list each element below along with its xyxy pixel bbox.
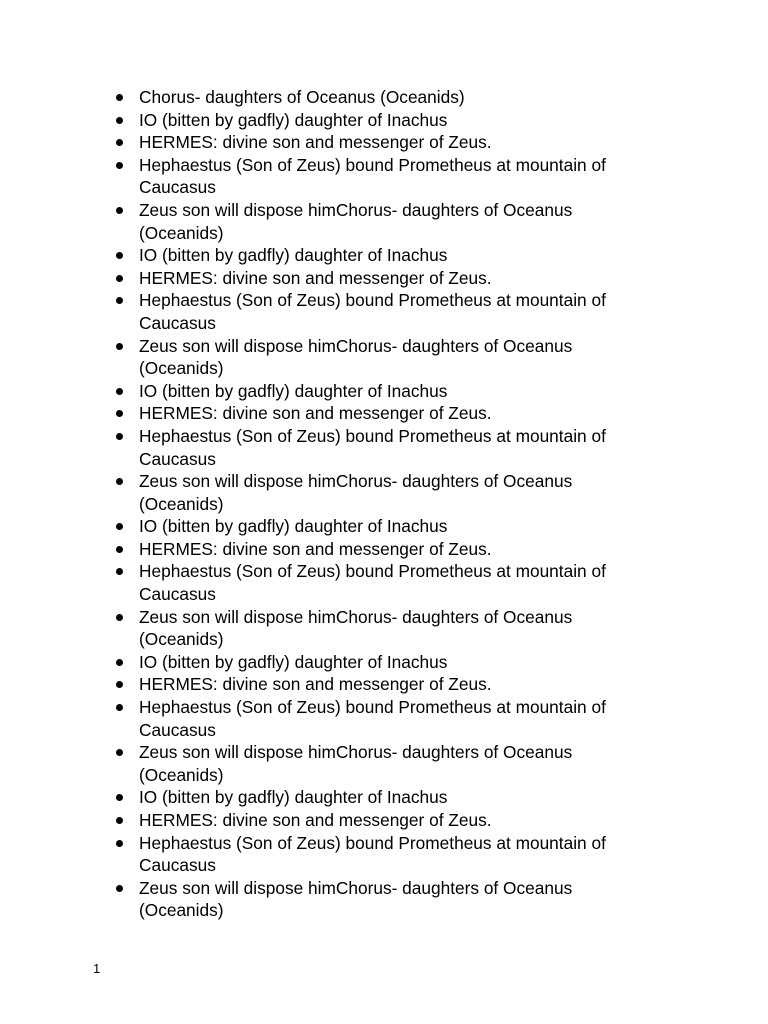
bullet-icon bbox=[116, 410, 123, 417]
bullet-icon bbox=[116, 840, 123, 847]
list-item-text: Hephaestus (Son of Zeus) bound Prometheus at mountain of Caucasus bbox=[139, 154, 606, 198]
list-item-text: Chorus- daughters of Oceanus (Oceanids) bbox=[139, 87, 465, 107]
list-item bbox=[116, 560, 646, 605]
bullet-icon bbox=[116, 162, 123, 169]
bullet-icon bbox=[116, 817, 123, 824]
list-item-text: Hephaestus (Son of Zeus) bound Prometheus at mountain of Caucasus bbox=[139, 561, 606, 605]
list-item-text: HERMES: divine son and messenger of Zeus. bbox=[139, 132, 492, 153]
list-item bbox=[116, 696, 646, 741]
list-item-text: IO (bitten by gadfly) daughter of Inachus bbox=[139, 109, 448, 130]
bullet-icon bbox=[116, 139, 123, 146]
bullet-icon bbox=[116, 297, 123, 304]
list-item bbox=[116, 786, 646, 809]
list-item bbox=[116, 538, 646, 561]
list-item-text: Hephaestus (Son of Zeus) bound Prometheus at mountain of Caucasus bbox=[139, 425, 606, 469]
list-item-text: HERMES: divine son and messenger of Zeus. bbox=[139, 267, 492, 288]
list-item bbox=[116, 131, 646, 154]
list-item-text: Hephaestus (Son of Zeus) bound Prometheus at mountain of Caucasus bbox=[139, 290, 606, 333]
list-item-text: HERMES: divine son and messenger of Zeus. bbox=[139, 403, 492, 424]
list-item bbox=[116, 154, 646, 199]
list-item bbox=[116, 425, 646, 470]
list-item-text: HERMES: divine son and messenger of Zeus. bbox=[139, 674, 492, 695]
list-item-text: IO (bitten by gadfly) daughter of Inachus bbox=[139, 516, 448, 537]
list-item bbox=[116, 470, 646, 515]
list-item bbox=[116, 741, 646, 786]
list-item-text: Zeus son will dispose himChorus- daughters of Oceanus (Oceanids) bbox=[139, 877, 573, 921]
list-item bbox=[116, 267, 646, 290]
list-item bbox=[116, 335, 646, 380]
list-item bbox=[116, 199, 646, 244]
bullet-icon bbox=[116, 546, 123, 553]
list-item bbox=[116, 86, 646, 109]
bullet-icon bbox=[116, 252, 123, 259]
list-item-text: Zeus son will dispose himChorus- daughters of Oceanus (Oceanids) bbox=[139, 335, 573, 379]
list-item-text: IO (bitten by gadfly) daughter of Inachus bbox=[139, 787, 448, 808]
list-item bbox=[116, 832, 646, 877]
bullet-icon bbox=[116, 207, 123, 214]
list-item bbox=[116, 244, 646, 267]
bullet-icon bbox=[116, 433, 123, 440]
list-item bbox=[116, 809, 646, 832]
list-item bbox=[116, 877, 646, 922]
bullet-icon bbox=[116, 659, 123, 666]
list-item-text: HERMES: divine son and messenger of Zeus. bbox=[139, 538, 492, 559]
bullet-icon bbox=[116, 885, 123, 892]
list-item bbox=[116, 673, 646, 696]
list-item bbox=[116, 402, 646, 425]
list-item-text: Zeus son will dispose himChorus- daughters of Oceanus (Oceanids) bbox=[139, 606, 573, 650]
list-item bbox=[116, 380, 646, 403]
bullet-icon bbox=[116, 704, 123, 711]
list-item-text: Hephaestus (Son of Zeus) bound Prometheus at mountain of Caucasus bbox=[139, 832, 606, 876]
bullet-icon bbox=[116, 749, 123, 756]
list-item-text: Zeus son will dispose himChorus- daughters of Oceanus (Oceanids) bbox=[139, 742, 573, 785]
list-item bbox=[116, 515, 646, 538]
bullet-icon bbox=[116, 568, 123, 575]
list-item-text: IO (bitten by gadfly) daughter of Inachus bbox=[139, 651, 448, 672]
bullet-icon bbox=[116, 794, 123, 801]
list-item-text: Zeus son will dispose himChorus- daughters of Oceanus (Oceanids) bbox=[139, 471, 573, 514]
list-item-text: HERMES: divine son and messenger of Zeus. bbox=[139, 810, 492, 830]
list-item bbox=[116, 289, 646, 334]
bullet-icon bbox=[116, 523, 123, 530]
bullet-icon bbox=[116, 94, 123, 101]
list-item bbox=[116, 109, 646, 132]
bullet-icon bbox=[116, 343, 123, 350]
bullet-icon bbox=[116, 117, 123, 124]
list-item-text: Zeus son will dispose himChorus- daughters of Oceanus (Oceanids) bbox=[139, 199, 573, 243]
list-item-text: IO (bitten by gadfly) daughter of Inachus bbox=[139, 380, 448, 401]
page-number: 1 bbox=[93, 961, 101, 976]
bullet-icon bbox=[116, 478, 123, 485]
bullet-icon bbox=[116, 614, 123, 621]
bullet-icon bbox=[116, 681, 123, 688]
bullet-icon bbox=[116, 388, 123, 395]
bullet-list bbox=[116, 86, 646, 922]
list-item bbox=[116, 606, 646, 651]
list-item bbox=[116, 651, 646, 674]
list-item-text: IO (bitten by gadfly) daughter of Inachus bbox=[139, 245, 448, 266]
list-item-text: Hephaestus (Son of Zeus) bound Prometheus at mountain of Caucasus bbox=[139, 697, 606, 740]
bullet-icon bbox=[116, 275, 123, 282]
